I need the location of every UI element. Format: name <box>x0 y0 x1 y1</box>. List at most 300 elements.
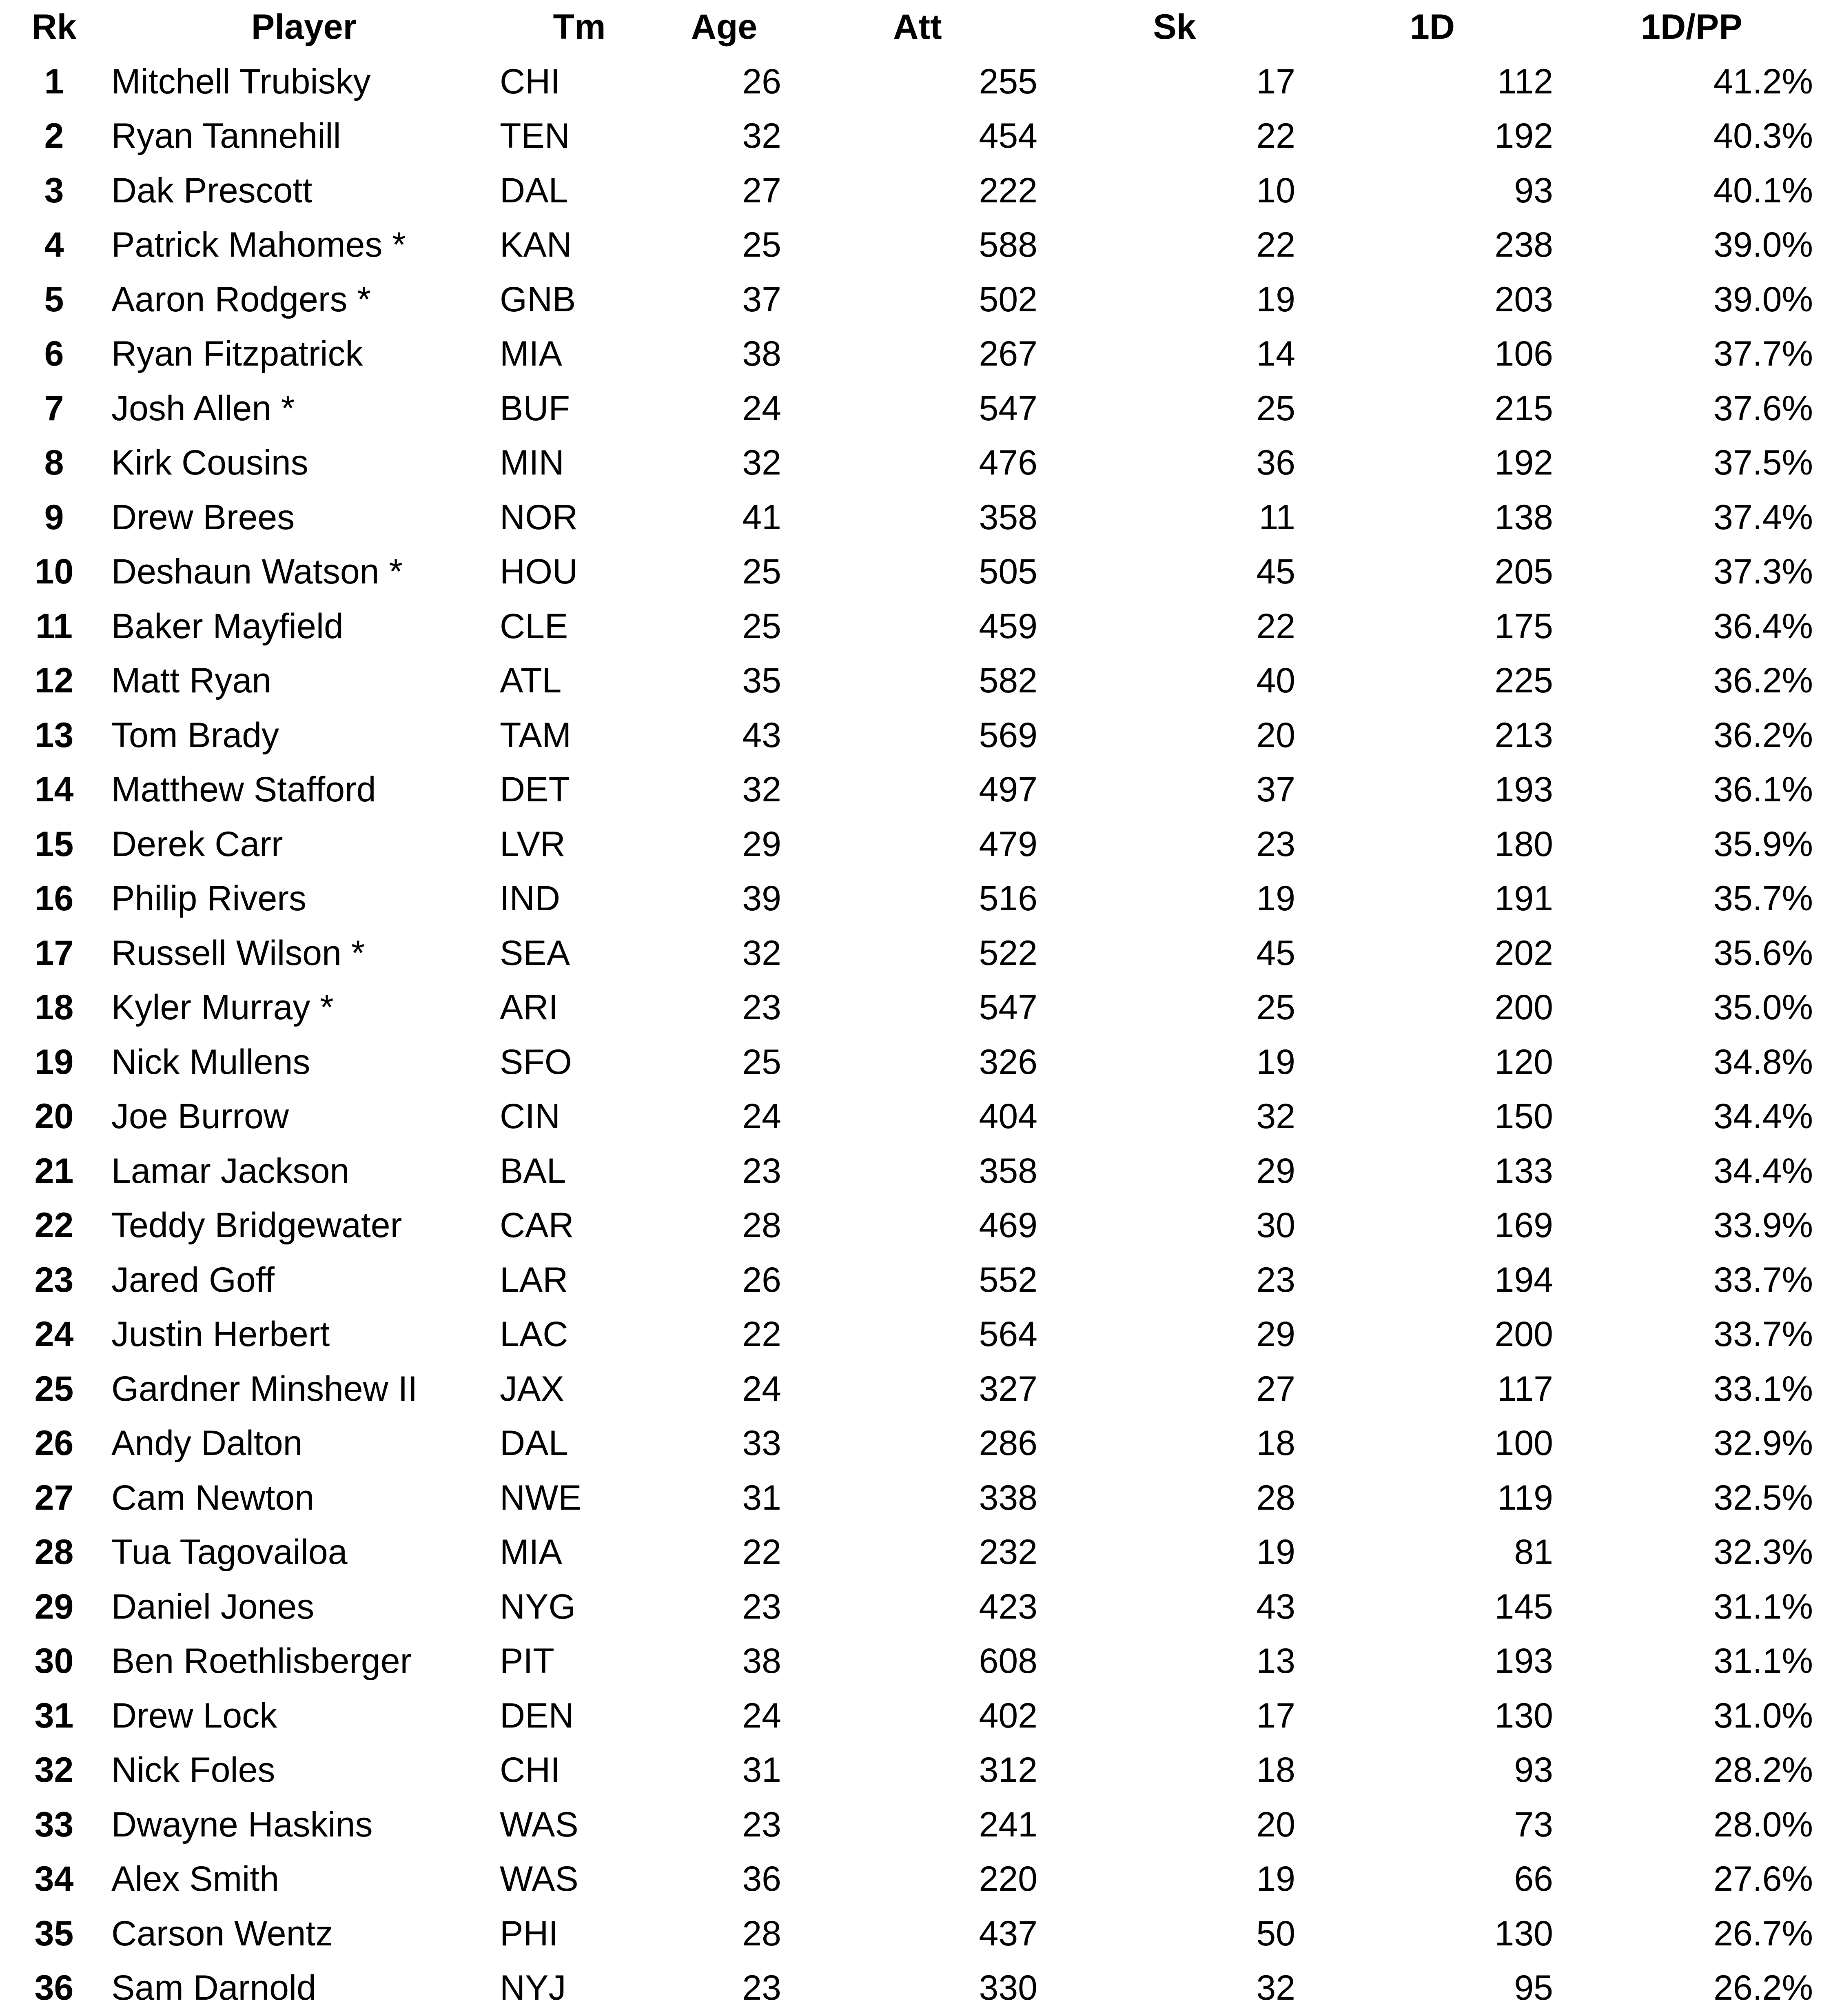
table-row <box>0 1689 1822 1743</box>
table-row <box>0 164 1822 218</box>
cell-att: 220 <box>979 1859 1037 1898</box>
cell-sk: 20 <box>1256 1805 1295 1844</box>
cell-tm: PIT <box>500 1641 554 1681</box>
cell-age: 25 <box>742 552 781 591</box>
cell-sk: 13 <box>1256 1641 1295 1681</box>
cell-tm: CLE <box>500 606 568 646</box>
cell-1d-pp: 33.7% <box>1713 1260 1813 1300</box>
cell-age: 24 <box>742 1097 781 1136</box>
cell-rk: 4 <box>44 225 64 264</box>
cell-age: 22 <box>742 1533 781 1572</box>
cell-att: 326 <box>979 1042 1037 1082</box>
cell-att: 454 <box>979 116 1037 155</box>
cell-sk: 11 <box>1259 497 1295 537</box>
cell-att: 327 <box>979 1369 1037 1408</box>
cell-tm: MIN <box>500 443 564 482</box>
cell-sk: 19 <box>1256 1533 1295 1572</box>
cell-att: 267 <box>979 334 1037 373</box>
cell-sk: 25 <box>1256 988 1295 1027</box>
table-row <box>0 1307 1822 1362</box>
cell-player: Deshaun Watson * <box>111 552 403 591</box>
cell-att: 505 <box>979 552 1037 591</box>
header-sk: Sk <box>1153 7 1196 47</box>
cell-1d: 93 <box>1514 1750 1553 1790</box>
cell-player: Derek Carr <box>111 824 283 864</box>
cell-rk: 9 <box>44 497 64 537</box>
cell-1d-pp: 33.9% <box>1713 1206 1813 1245</box>
cell-tm: HOU <box>500 552 578 591</box>
cell-rk: 13 <box>34 715 74 755</box>
cell-age: 38 <box>742 334 781 373</box>
cell-1d: 130 <box>1494 1914 1553 1953</box>
cell-rk: 10 <box>34 552 74 591</box>
cell-rk: 20 <box>34 1097 74 1136</box>
cell-tm: SEA <box>500 933 570 973</box>
cell-att: 516 <box>979 879 1037 918</box>
cell-sk: 18 <box>1256 1424 1295 1463</box>
cell-tm: CAR <box>500 1206 574 1245</box>
cell-1d-pp: 36.4% <box>1713 606 1813 646</box>
cell-sk: 36 <box>1256 443 1295 482</box>
cell-1d-pp: 40.3% <box>1713 116 1813 155</box>
cell-att: 582 <box>979 661 1037 700</box>
header-1d-pp: 1D/PP <box>1641 7 1742 47</box>
cell-sk: 23 <box>1256 1260 1295 1300</box>
header-player: Player <box>251 7 357 47</box>
cell-att: 286 <box>979 1424 1037 1463</box>
cell-att: 423 <box>979 1587 1037 1626</box>
cell-player: Justin Herbert <box>111 1315 330 1354</box>
cell-1d: 200 <box>1494 988 1553 1027</box>
cell-age: 23 <box>742 1968 781 2007</box>
cell-rk: 16 <box>34 879 74 918</box>
cell-att: 404 <box>979 1097 1037 1136</box>
cell-1d-pp: 32.9% <box>1713 1424 1813 1463</box>
cell-att: 358 <box>979 1151 1037 1191</box>
cell-sk: 18 <box>1256 1750 1295 1790</box>
cell-player: Joe Burrow <box>111 1097 289 1136</box>
cell-1d: 213 <box>1494 715 1553 755</box>
table-row <box>0 1961 1822 2016</box>
cell-sk: 22 <box>1256 606 1295 646</box>
table-row <box>0 1416 1822 1471</box>
cell-1d: 73 <box>1514 1805 1553 1844</box>
cell-1d: 169 <box>1494 1206 1553 1245</box>
cell-player: Baker Mayfield <box>111 606 344 646</box>
cell-att: 547 <box>979 988 1037 1027</box>
cell-rk: 15 <box>34 824 74 864</box>
cell-1d-pp: 37.4% <box>1713 497 1813 537</box>
cell-1d: 175 <box>1494 606 1553 646</box>
cell-sk: 45 <box>1256 552 1295 591</box>
cell-tm: TEN <box>500 116 570 155</box>
cell-player: Drew Brees <box>111 497 295 537</box>
table-row <box>0 1362 1822 1417</box>
cell-att: 330 <box>979 1968 1037 2007</box>
table-row <box>0 1471 1822 1526</box>
cell-1d-pp: 37.6% <box>1713 388 1813 428</box>
table-row <box>0 545 1822 599</box>
cell-sk: 32 <box>1256 1097 1295 1136</box>
cell-age: 38 <box>742 1641 781 1681</box>
cell-1d-pp: 39.0% <box>1713 279 1813 319</box>
table-row <box>0 1907 1822 1961</box>
cell-1d-pp: 37.3% <box>1713 552 1813 591</box>
cell-1d: 138 <box>1494 497 1553 537</box>
cell-1d-pp: 35.7% <box>1713 879 1813 918</box>
cell-tm: BUF <box>500 388 570 428</box>
cell-1d: 238 <box>1494 225 1553 264</box>
cell-age: 25 <box>742 606 781 646</box>
cell-player: Lamar Jackson <box>111 1151 350 1191</box>
cell-1d: 130 <box>1494 1696 1553 1735</box>
cell-1d: 150 <box>1494 1097 1553 1136</box>
cell-tm: KAN <box>500 225 572 264</box>
cell-1d: 215 <box>1494 388 1553 428</box>
cell-age: 23 <box>742 1151 781 1191</box>
cell-age: 23 <box>742 1587 781 1626</box>
cell-age: 28 <box>742 1914 781 1953</box>
table-row <box>0 1852 1822 1907</box>
cell-att: 569 <box>979 715 1037 755</box>
cell-rk: 6 <box>44 334 64 373</box>
table-row <box>0 817 1822 872</box>
cell-1d: 133 <box>1494 1151 1553 1191</box>
cell-1d-pp: 31.0% <box>1713 1696 1813 1735</box>
cell-rk: 17 <box>34 933 74 973</box>
cell-1d-pp: 36.2% <box>1713 715 1813 755</box>
cell-1d: 117 <box>1497 1369 1553 1408</box>
table-header <box>0 0 1822 55</box>
cell-1d-pp: 31.1% <box>1713 1641 1813 1681</box>
cell-sk: 14 <box>1256 334 1295 373</box>
cell-age: 32 <box>742 770 781 809</box>
cell-tm: NYJ <box>500 1968 566 2007</box>
cell-rk: 1 <box>44 62 64 101</box>
cell-player: Jared Goff <box>111 1260 275 1300</box>
cell-1d-pp: 32.3% <box>1713 1533 1813 1572</box>
cell-att: 437 <box>979 1914 1037 1953</box>
cell-1d-pp: 32.5% <box>1713 1478 1813 1517</box>
cell-tm: DAL <box>500 171 568 210</box>
table-row <box>0 1634 1822 1689</box>
cell-att: 312 <box>979 1750 1037 1790</box>
cell-1d: 106 <box>1494 334 1553 373</box>
header-row <box>0 0 1822 55</box>
cell-tm: MIA <box>500 334 562 373</box>
cell-sk: 19 <box>1256 1859 1295 1898</box>
cell-1d-pp: 35.0% <box>1713 988 1813 1027</box>
cell-sk: 17 <box>1256 1696 1295 1735</box>
cell-age: 36 <box>742 1859 781 1898</box>
cell-player: Tom Brady <box>111 715 279 755</box>
cell-age: 27 <box>742 171 781 210</box>
cell-player: Tua Tagovailoa <box>111 1533 348 1572</box>
cell-player: Kyler Murray * <box>111 988 334 1027</box>
cell-rk: 11 <box>35 606 73 646</box>
cell-tm: NWE <box>500 1478 582 1517</box>
cell-tm: LAR <box>500 1260 568 1300</box>
cell-rk: 22 <box>34 1206 74 1245</box>
cell-player: Nick Foles <box>111 1750 275 1790</box>
cell-player: Andy Dalton <box>111 1424 303 1463</box>
cell-tm: DEN <box>500 1696 574 1735</box>
cell-tm: LVR <box>500 824 565 864</box>
cell-player: Teddy Bridgewater <box>111 1206 402 1245</box>
cell-tm: TAM <box>500 715 572 755</box>
cell-rk: 23 <box>34 1260 74 1300</box>
cell-sk: 45 <box>1256 933 1295 973</box>
cell-age: 35 <box>742 661 781 700</box>
cell-1d: 66 <box>1514 1859 1553 1898</box>
header-att: Att <box>893 7 942 47</box>
cell-rk: 31 <box>34 1696 74 1735</box>
cell-age: 31 <box>742 1478 781 1517</box>
cell-rk: 5 <box>44 279 64 319</box>
cell-1d: 193 <box>1494 1641 1553 1681</box>
table-row <box>0 1798 1822 1852</box>
cell-tm: ARI <box>500 988 559 1027</box>
cell-tm: LAC <box>500 1315 568 1354</box>
table-row <box>0 218 1822 273</box>
cell-age: 23 <box>742 988 781 1027</box>
cell-tm: ATL <box>500 661 562 700</box>
cell-rk: 36 <box>34 1968 74 2007</box>
cell-1d-pp: 34.4% <box>1713 1097 1813 1136</box>
cell-sk: 43 <box>1256 1587 1295 1626</box>
cell-tm: CIN <box>500 1097 561 1136</box>
table-body <box>0 55 1822 2016</box>
cell-age: 24 <box>742 1696 781 1735</box>
table-row <box>0 654 1822 708</box>
cell-tm: NOR <box>500 497 578 537</box>
cell-1d: 180 <box>1494 824 1553 864</box>
cell-rk: 25 <box>34 1369 74 1408</box>
cell-1d: 81 <box>1514 1533 1553 1572</box>
table-row <box>0 1089 1822 1144</box>
cell-att: 255 <box>979 62 1037 101</box>
header-tm: Tm <box>553 7 606 47</box>
cell-att: 552 <box>979 1260 1037 1300</box>
cell-att: 476 <box>979 443 1037 482</box>
cell-rk: 33 <box>34 1805 74 1844</box>
cell-rk: 18 <box>34 988 74 1027</box>
cell-age: 28 <box>742 1206 781 1245</box>
table-row <box>0 55 1822 109</box>
cell-player: Ben Roethlisberger <box>111 1641 412 1681</box>
cell-player: Ryan Fitzpatrick <box>111 334 363 373</box>
cell-age: 37 <box>742 279 781 319</box>
cell-1d-pp: 40.1% <box>1713 171 1813 210</box>
cell-rk: 26 <box>34 1424 74 1463</box>
cell-1d: 112 <box>1497 62 1553 101</box>
cell-1d-pp: 41.2% <box>1713 62 1813 101</box>
cell-att: 564 <box>979 1315 1037 1354</box>
cell-tm: WAS <box>500 1805 579 1844</box>
cell-1d-pp: 39.0% <box>1713 225 1813 264</box>
cell-age: 24 <box>742 388 781 428</box>
cell-sk: 32 <box>1256 1968 1295 2007</box>
cell-tm: PHI <box>500 1914 559 1953</box>
cell-tm: SFO <box>500 1042 572 1082</box>
cell-1d-pp: 34.8% <box>1713 1042 1813 1082</box>
cell-rk: 19 <box>34 1042 74 1082</box>
cell-player: Alex Smith <box>111 1859 279 1898</box>
cell-player: Carson Wentz <box>111 1914 333 1953</box>
cell-sk: 20 <box>1256 715 1295 755</box>
cell-tm: CHI <box>500 62 561 101</box>
cell-sk: 10 <box>1256 171 1295 210</box>
cell-1d-pp: 26.2% <box>1713 1968 1813 2007</box>
cell-1d-pp: 35.6% <box>1713 933 1813 973</box>
cell-age: 32 <box>742 443 781 482</box>
cell-player: Daniel Jones <box>111 1587 315 1626</box>
cell-tm: WAS <box>500 1859 579 1898</box>
cell-tm: CHI <box>500 1750 561 1790</box>
table-row <box>0 436 1822 490</box>
header-age: Age <box>691 7 758 47</box>
table-row <box>0 980 1822 1035</box>
cell-1d: 93 <box>1514 171 1553 210</box>
cell-rk: 35 <box>34 1914 74 1953</box>
cell-age: 22 <box>742 1315 781 1354</box>
cell-att: 479 <box>979 824 1037 864</box>
cell-1d-pp: 26.7% <box>1713 1914 1813 1953</box>
cell-att: 547 <box>979 388 1037 428</box>
cell-1d-pp: 34.4% <box>1713 1151 1813 1191</box>
cell-rk: 27 <box>34 1478 74 1517</box>
table-row <box>0 327 1822 381</box>
table-row <box>0 490 1822 545</box>
cell-1d: 194 <box>1494 1260 1553 1300</box>
cell-1d-pp: 28.0% <box>1713 1805 1813 1844</box>
cell-att: 522 <box>979 933 1037 973</box>
cell-sk: 17 <box>1256 62 1295 101</box>
cell-sk: 22 <box>1256 225 1295 264</box>
cell-age: 31 <box>742 1750 781 1790</box>
cell-sk: 28 <box>1256 1478 1295 1517</box>
cell-age: 32 <box>742 933 781 973</box>
cell-1d: 193 <box>1494 770 1553 809</box>
cell-sk: 30 <box>1256 1206 1295 1245</box>
cell-att: 241 <box>979 1805 1037 1844</box>
cell-rk: 3 <box>44 171 64 210</box>
cell-age: 41 <box>742 497 781 537</box>
cell-1d-pp: 28.2% <box>1713 1750 1813 1790</box>
table-row <box>0 109 1822 164</box>
table-row <box>0 763 1822 817</box>
cell-rk: 8 <box>44 443 64 482</box>
cell-1d: 95 <box>1514 1968 1553 2007</box>
cell-1d: 192 <box>1494 116 1553 155</box>
cell-player: Ryan Tannehill <box>111 116 341 155</box>
table-row <box>0 1144 1822 1199</box>
cell-age: 25 <box>742 225 781 264</box>
cell-att: 588 <box>979 225 1037 264</box>
cell-sk: 27 <box>1256 1369 1295 1408</box>
table-row <box>0 1198 1822 1253</box>
cell-sk: 19 <box>1256 279 1295 319</box>
cell-rk: 28 <box>34 1533 74 1572</box>
cell-age: 26 <box>742 1260 781 1300</box>
cell-sk: 29 <box>1256 1151 1295 1191</box>
cell-age: 29 <box>742 824 781 864</box>
cell-player: Dwayne Haskins <box>111 1805 373 1844</box>
cell-1d: 200 <box>1494 1315 1553 1354</box>
cell-rk: 2 <box>44 116 64 155</box>
cell-age: 32 <box>742 116 781 155</box>
cell-1d-pp: 37.5% <box>1713 443 1813 482</box>
cell-att: 232 <box>979 1533 1037 1572</box>
cell-1d-pp: 37.7% <box>1713 334 1813 373</box>
cell-player: Kirk Cousins <box>111 443 308 482</box>
table-row <box>0 872 1822 926</box>
cell-sk: 40 <box>1256 661 1295 700</box>
cell-rk: 24 <box>34 1315 74 1354</box>
cell-player: Russell Wilson * <box>111 933 365 973</box>
cell-1d: 120 <box>1494 1042 1553 1082</box>
cell-1d-pp: 33.1% <box>1713 1369 1813 1408</box>
cell-player: Philip Rivers <box>111 879 306 918</box>
cell-1d-pp: 31.1% <box>1713 1587 1813 1626</box>
cell-att: 459 <box>979 606 1037 646</box>
cell-player: Gardner Minshew II <box>111 1369 418 1408</box>
cell-att: 222 <box>979 171 1037 210</box>
cell-player: Drew Lock <box>111 1696 277 1735</box>
cell-rk: 21 <box>34 1151 74 1191</box>
cell-att: 338 <box>979 1478 1037 1517</box>
cell-player: Aaron Rodgers * <box>111 279 371 319</box>
cell-age: 26 <box>742 62 781 101</box>
cell-rk: 30 <box>34 1641 74 1681</box>
table-row <box>0 273 1822 327</box>
cell-1d: 203 <box>1494 279 1553 319</box>
cell-sk: 19 <box>1256 879 1295 918</box>
cell-sk: 50 <box>1256 1914 1295 1953</box>
table-row <box>0 1580 1822 1635</box>
cell-age: 39 <box>742 879 781 918</box>
cell-sk: 37 <box>1256 770 1295 809</box>
table-row <box>0 1743 1822 1798</box>
cell-rk: 14 <box>34 770 74 809</box>
cell-player: Sam Darnold <box>111 1968 316 2007</box>
cell-1d-pp: 36.2% <box>1713 661 1813 700</box>
cell-sk: 25 <box>1256 388 1295 428</box>
table-row <box>0 926 1822 981</box>
cell-tm: NYG <box>500 1587 576 1626</box>
cell-tm: MIA <box>500 1533 562 1572</box>
cell-1d: 225 <box>1494 661 1553 700</box>
cell-tm: IND <box>500 879 561 918</box>
cell-sk: 19 <box>1256 1042 1295 1082</box>
cell-1d-pp: 35.9% <box>1713 824 1813 864</box>
cell-age: 24 <box>742 1369 781 1408</box>
cell-player: Cam Newton <box>111 1478 315 1517</box>
cell-att: 469 <box>979 1206 1037 1245</box>
table-row <box>0 1035 1822 1090</box>
cell-rk: 12 <box>34 661 74 700</box>
cell-sk: 29 <box>1256 1315 1295 1354</box>
cell-1d: 119 <box>1497 1478 1553 1517</box>
table-row <box>0 708 1822 763</box>
cell-sk: 23 <box>1256 824 1295 864</box>
cell-att: 358 <box>979 497 1037 537</box>
cell-player: Matthew Stafford <box>111 770 376 809</box>
cell-rk: 34 <box>34 1859 74 1898</box>
cell-1d: 100 <box>1494 1424 1553 1463</box>
cell-1d: 205 <box>1494 552 1553 591</box>
cell-age: 23 <box>742 1805 781 1844</box>
